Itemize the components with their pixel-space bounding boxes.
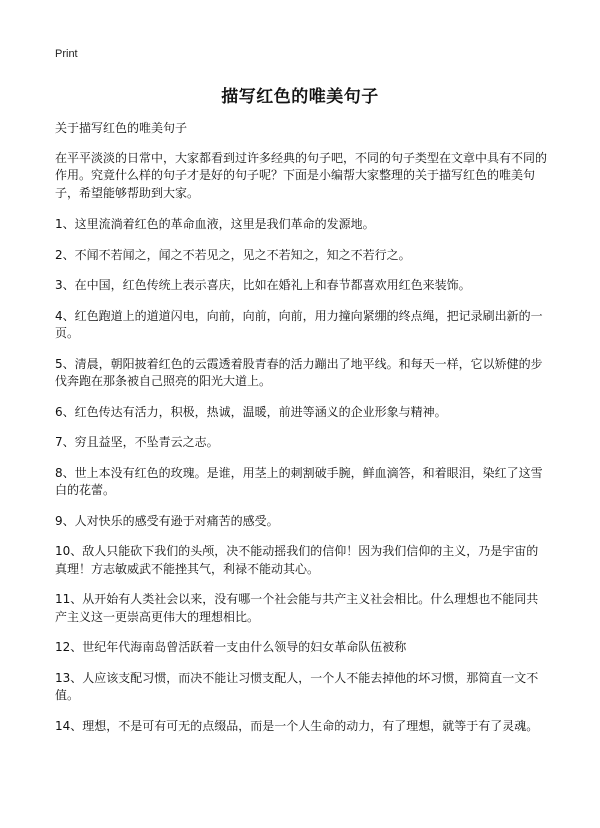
sentence-item: 11、从开始有人类社会以来，没有哪一个社会能与共产主义社会相比。什么理想也不能同共产主义这一更崇高更伟大的理想相比。 [55, 592, 539, 624]
sentence-item: 13、人应该支配习惯，而决不能让习惯支配人，一个人不能去掉他的坏习惯，那简直一文不值。 [55, 670, 539, 702]
print-link[interactable]: Print [55, 48, 78, 60]
sentence-item: 6、红色传达有活力，积极，热诚，温暖，前进等涵义的企业形象与精神。 [55, 404, 447, 419]
article-intro: 在平平淡淡的日常中，大家都看到过许多经典的句子吧，不同的句子类型在文章中具有不同的作用。究竟什么样的句子才是好的句子呢？下面是小编帮大家整理的关于描写红色的唯美句子，希望能够帮助到大家。 [55, 150, 548, 200]
sentence-item: 8、世上本没有红色的玫瑰。是谁，用茎上的刺割破手腕，鲜血滴答，和着眼泪，染红了这雪白的花蕾。 [55, 465, 543, 497]
sentence-list [55, 216, 547, 735]
article-body [55, 120, 547, 748]
sentence-item: 2、不闻不若闻之，闻之不若见之，见之不若知之，知之不若行之。 [55, 247, 411, 262]
sentence-item: 5、清晨，朝阳披着红色的云霞透着股青春的活力蹦出了地平线。和每天一样，它以矫健的步伐奔跑在那条被自己照亮的阳光大道上。 [55, 356, 543, 388]
article-subtitle: 关于描写红色的唯美句子 [55, 121, 188, 135]
sentence-item: 4、红色跑道上的道道闪电，向前，向前，向前，用力撞向紧绷的终点绳，把记录刷出新的一页。 [55, 308, 543, 340]
sentence-item: 12、世纪年代海南岛曾活跃着一支由什么领导的妇女革命队伍被称 [55, 640, 407, 654]
sentence-item: 10、敌人只能砍下我们的头颅，决不能动摇我们的信仰！因为我们信仰的主义，乃是宇宙的真理！方志敏威武不能挫其气，利禄不能动其心。 [55, 544, 539, 576]
sentence-item: 14、理想，不是可有可无的点缀品，而是一个人生命的动力，有了理想，就等于有了灵魂。 [55, 718, 539, 733]
sentence-item: 7、穷且益坚，不坠青云之志。 [55, 435, 219, 449]
page-title: 描写红色的唯美句子 [221, 87, 379, 107]
sentence-item: 3、在中国，红色传统上表示喜庆，比如在婚礼上和春节都喜欢用红色来装饰。 [55, 278, 471, 292]
sentence-item: 1、这里流淌着红色的革命血液，这里是我们革命的发源地。 [55, 217, 375, 231]
sentence-item: 9、人对快乐的感受有逊于对痛苦的感受。 [55, 513, 279, 528]
